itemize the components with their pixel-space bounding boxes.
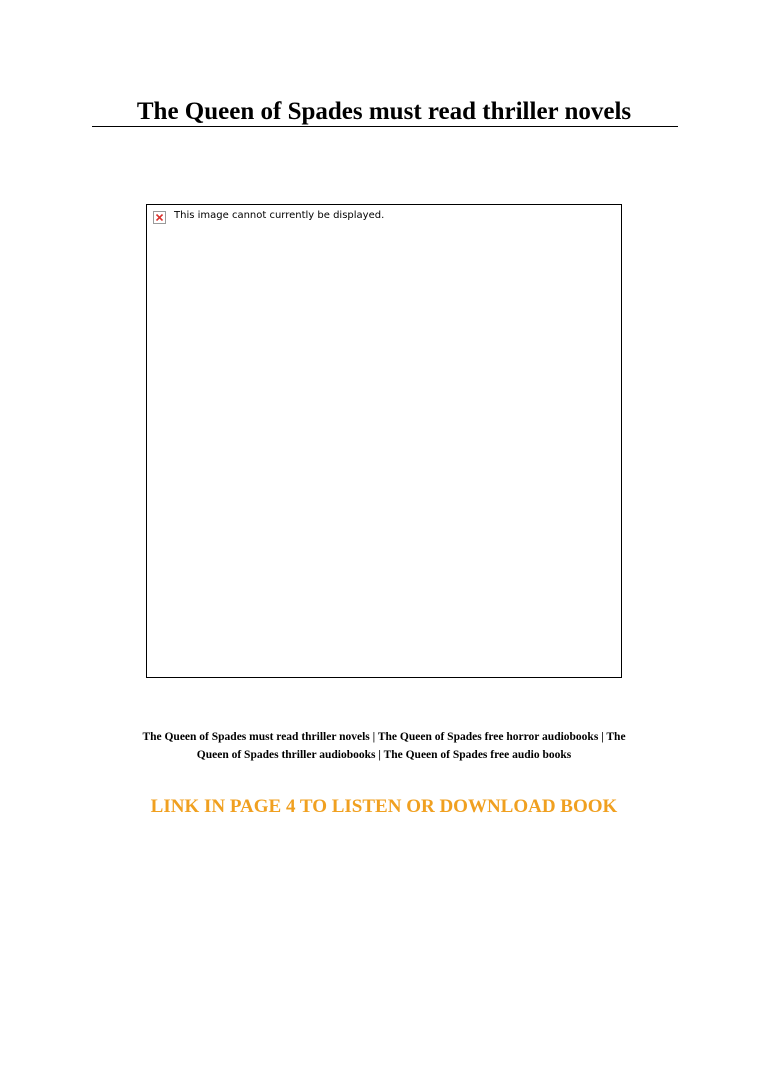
keyword-line-2: Queen of Spades thriller audiobooks | The Queen of Spades free audio books — [196, 749, 572, 761]
page-title: The Queen of Spades must read thriller novels — [136, 98, 632, 125]
image-placeholder-frame — [146, 204, 622, 678]
keyword-line-1: The Queen of Spades must read thriller novels | The Queen of Spades free horror audiobooks | The — [142, 731, 626, 743]
image-unavailable-message: This image cannot currently be displayed. — [174, 210, 385, 221]
download-book-link[interactable]: LINK IN PAGE 4 TO LISTEN OR DOWNLOAD BOOK — [150, 796, 618, 817]
broken-image-icon — [153, 211, 166, 224]
title-underline-divider — [92, 126, 678, 127]
keyword-text-block — [0, 728, 768, 764]
